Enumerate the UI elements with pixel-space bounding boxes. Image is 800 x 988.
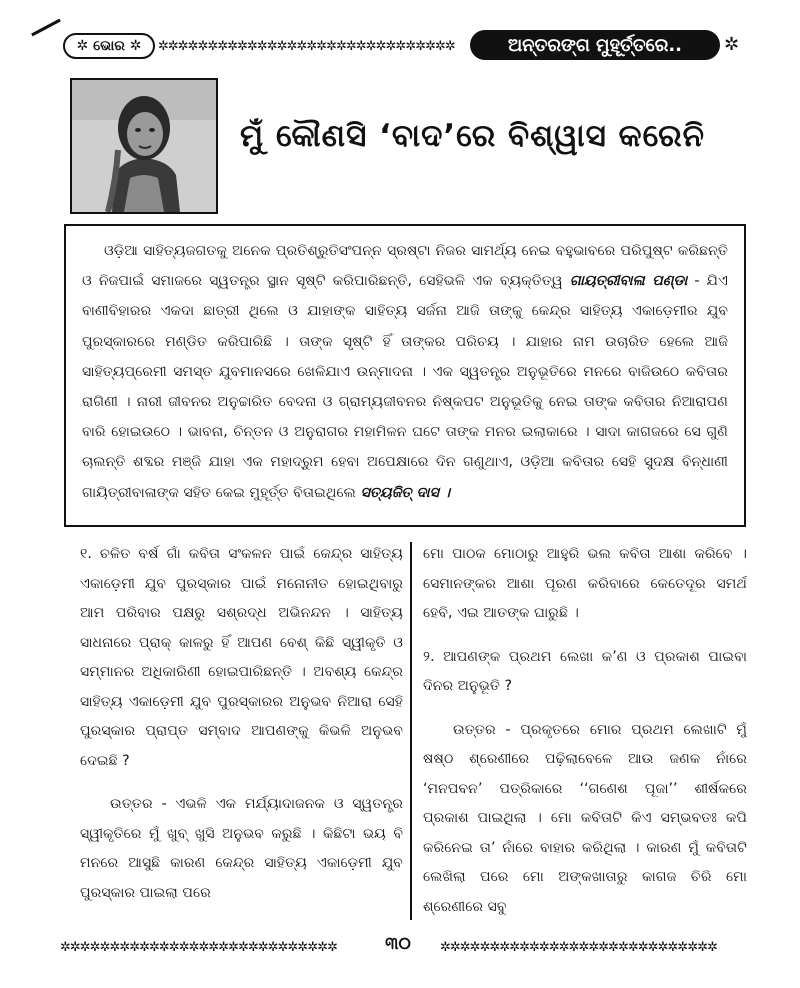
article-title: ମୁଁ କୌଣସି ‘ବାଦ’ରେ ବିଶ୍ୱାସ କରେନି (240, 118, 705, 154)
intro-text-body: - ଯିଏ ବାଣୀବିହାରର ଏକଦା ଛାତ୍ରୀ ଥିଲେ ଓ ଯାହାଙ୍କ ସାହିତ୍ୟ ସର୍ଜନା ଆଜି ତାଙ୍କୁ କେନ୍ଦ୍ର ସାହିତ୍ୟ ଏକାଡ଼େମୀର ଯୁବ ପୁରସ୍କାରରେ ମଣ୍ଡିତ କରିପାରିଛି । ତାଙ୍କ ସୃଷ୍ଟି ହିଁ ତାଙ୍କର ପରିଚୟ । ଯାହାର ନାମ ଉଚାରିତ ହେଲେ ଆଜି ସାହିତ୍ୟପ୍ରେମୀ ସମସ୍ତ ଯୁବମାନସରେ ଖେଳିଯାଏ ଉନ୍ମାଦନା । ଏକ ସ୍ୱତନ୍ତ୍ର ଅନୁଭୂତିରେ ମନରେ ବାଜିଉଠେ କବିତାର ରାଗିଣୀ । ନାରୀ ଜୀବନର ଅନୁଚ୍ଚାରିତ ବେଦନା ଓ ଗ୍ରାମ୍ୟଜୀବନର ନିଷ୍କପଟ ଅନୁଭୂତିକୁ ନେଇ ତାଙ୍କ କବିତାର ନିଆରାପଣ ବାରି ହୋଇଉଠେ । ଭାବନା, ଚିନ୍ତନ ଓ ଅନୁରାଗର ମହାମିଳନ ଘଟେ ତାଙ୍କ ମନର ଇଲାକାରେ । ସାଦା କାଗଜରେ ସେ ଗୁଣି ଚାଲନ୍ତି ଶବ୍ଦର ମଞ୍ଜି ଯାହା ଏକ ମହାଦ୍ରୁମ ହେବା ଅପେକ୍ଷାରେ ଦିନ ଗଣୁଥାଏ, ଓଡ଼ିଆ କବିତାର ସେହି ସୁଦକ୍ଷ ବିନ୍ଧାଣୀ ଗାୟିତ୍ରୀବାଳାଙ୍କ ସହିତ କେଇ ମୁହୂର୍ତ୍ତ ବିତାଇଥିଲେ (82, 273, 728, 501)
question-1: ୧. ଚଳିତ ବର୍ଷ ଗାଁ କବିତା ସଂକଳନ ପାଇଁ କେନ୍ଦ୍ର ସାହିତ୍ୟ ଏକାଡ଼େମୀ ଯୁବ ପୁରସ୍କାର ପାଇଁ ମନୋନୀତ ହୋଇଥିବାରୁ ଆମ ପରିବାର ପକ୍ଷରୁ ସଶ୍ରଦ୍ଧ ଅଭିନନ୍ଦନ । ସାହିତ୍ୟ ସାଧନାରେ ପ୍ରାକ୍ କାଳରୁ ହିଁ ଆପଣ ବେଶ୍ କିଛି ସ୍ୱୀକୃତି ଓ ସମ୍ମାନର ଅଧିକାରିଣୀ ହୋଇପାରିଛନ୍ତି । ଅବଶ୍ୟ କେନ୍ଦ୍ର ସାହିତ୍ୟ ଏକାଡ଼େମୀ ଯୁବ ପୁରସ୍କାରର ଅନୁଭବ ନିଆରା ସେହି ପୁରସ୍କାର ପ୍ରାପ୍ତ ସମ୍ବାଦ ଆପଣଙ୍କୁ କିଭଳି ଅନୁଭବ ଦେଇଛି ? (80, 546, 403, 769)
poet-name: ଗାୟତ୍ରୀବାଳା ପଣ୍ଡା (569, 273, 688, 290)
right-column (423, 540, 747, 930)
answer-1: ଉତ୍ତର - ଏଭଳି ଏକ ମର୍ଯ୍ୟାଦାଜନକ ଓ ସ୍ୱତନ୍ତ୍ର ସ୍ୱୀକୃତିରେ ମୁଁ ଖୁବ୍ ଖୁସି ଅନୁଭବ କରୁଛି । କିଛିଟା ଭୟ ବି ମନରେ ଆସୁଛି କାରଣ କେନ୍ଦ୍ର ସାହିତ୍ୟ ଏକାଡ଼େମୀ ଯୁବ ପୁରସ୍କାର ପାଇଲା ପରେ (80, 796, 403, 901)
column-divider (410, 542, 412, 920)
left-column (80, 540, 403, 930)
header-star-border: ✲✲✲✲✲✲✲✲✲✲✲✲✲✲✲✲✲✲✲✲✲✲✲✲✲✲✲✲✲✲ (158, 39, 455, 54)
intro-paragraph (82, 236, 728, 508)
interviewer-name: ସତ୍ୟଜିତ୍ ଦାସ । (360, 484, 451, 501)
magazine-badge: ✲ ଭୋର ✲ (63, 33, 155, 59)
header-ornament-stroke (31, 19, 61, 37)
question-2: ୨. ଆପଣଙ୍କ ପ୍ରଥମ ଲେଖା କ’ଣ ଓ ପ୍ରକାଶ ପାଇବା ଦିନର ଅନୁଭୂତି ? (423, 648, 747, 694)
footer-star-border-right: ✲✲✲✲✲✲✲✲✲✲✲✲✲✲✲✲✲✲✲✲✲✲✲✲✲✲✲✲ (440, 940, 717, 955)
intro-box (64, 224, 746, 527)
header-star-end: ✲ (724, 34, 740, 55)
section-title: ଅନ୍ତରଙ୍ଗ ମୁହୂର୍ତ୍ତରେ.. (470, 30, 720, 60)
author-photo (70, 78, 218, 214)
page-number: ୩୦ (385, 934, 411, 954)
footer-star-border-left: ✲✲✲✲✲✲✲✲✲✲✲✲✲✲✲✲✲✲✲✲✲✲✲✲✲✲✲✲ (60, 940, 337, 955)
answer-1-continued: ମୋ ପାଠକ ମୋଠାରୁ ଆହୁରି ଭଲ କବିତା ଆଶା କରିବେ । ସେମାନଙ୍କର ଆଶା ପୂରଣ କରିବାରେ କେତେଦୂର ସମର୍ଥ ହେବି, ଏଇ ଆତଙ୍କ ଘାରୁଛି । (423, 546, 747, 621)
answer-2: ଉତ୍ତର - ପ୍ରକୃତରେ ମୋର ପ୍ରଥମ ଲେଖାଟି ମୁଁ ଷଷ୍ଠ ଶ୍ରେଣୀରେ ପଢ଼ିଲାବେଳେ ଆଉ ଜଣକ ନାଁରେ ‘ମନପବନ’ ପତ୍ରିକାରେ ‘‘ଗଣେଶ ପୂଜା’’ ଶୀର୍ଷକରେ ପ୍ରକାଶ ପାଇଥିଲା । ମୋ କବିତାଟି କିଏ ସମ୍ଭବତଃ କପି କରିନେଇ ତା’ ନାଁରେ ବାହାର କରିଥିଲା । କାରଣ ମୁଁ କବିତାଟି ଲେଖିଲା ପରେ ମୋ ଅଙ୍କଖାତାରୁ କାଗଜ ଚିରି ମୋ ଶ୍ରେଣୀରେ ସବୁ (423, 721, 747, 915)
portrait-image (72, 80, 216, 212)
intro-text-start: ଓଡ଼ିଆ ସାହିତ୍ୟଜଗତକୁ ଅନେକ ପ୍ରତିଶ୍ରୁତିସଂପନ୍ନ ସ୍ରଷ୍ଟା ନିଜର ସାମର୍ଥ୍ୟ ନେଇ ବହୁଭାବରେ ପରିପୁଷ୍ଟ କରିଛନ୍ତି ଓ ନିଜପାଇଁ ସମାଜରେ ସ୍ୱତନ୍ତ୍ର ସ୍ଥାନ ସୃଷ୍ଟି କରିପାରିଛନ୍ତି, ସେହିଭଳି ଏକ ବ୍ୟକ୍ତିତ୍ୱ (82, 243, 728, 290)
